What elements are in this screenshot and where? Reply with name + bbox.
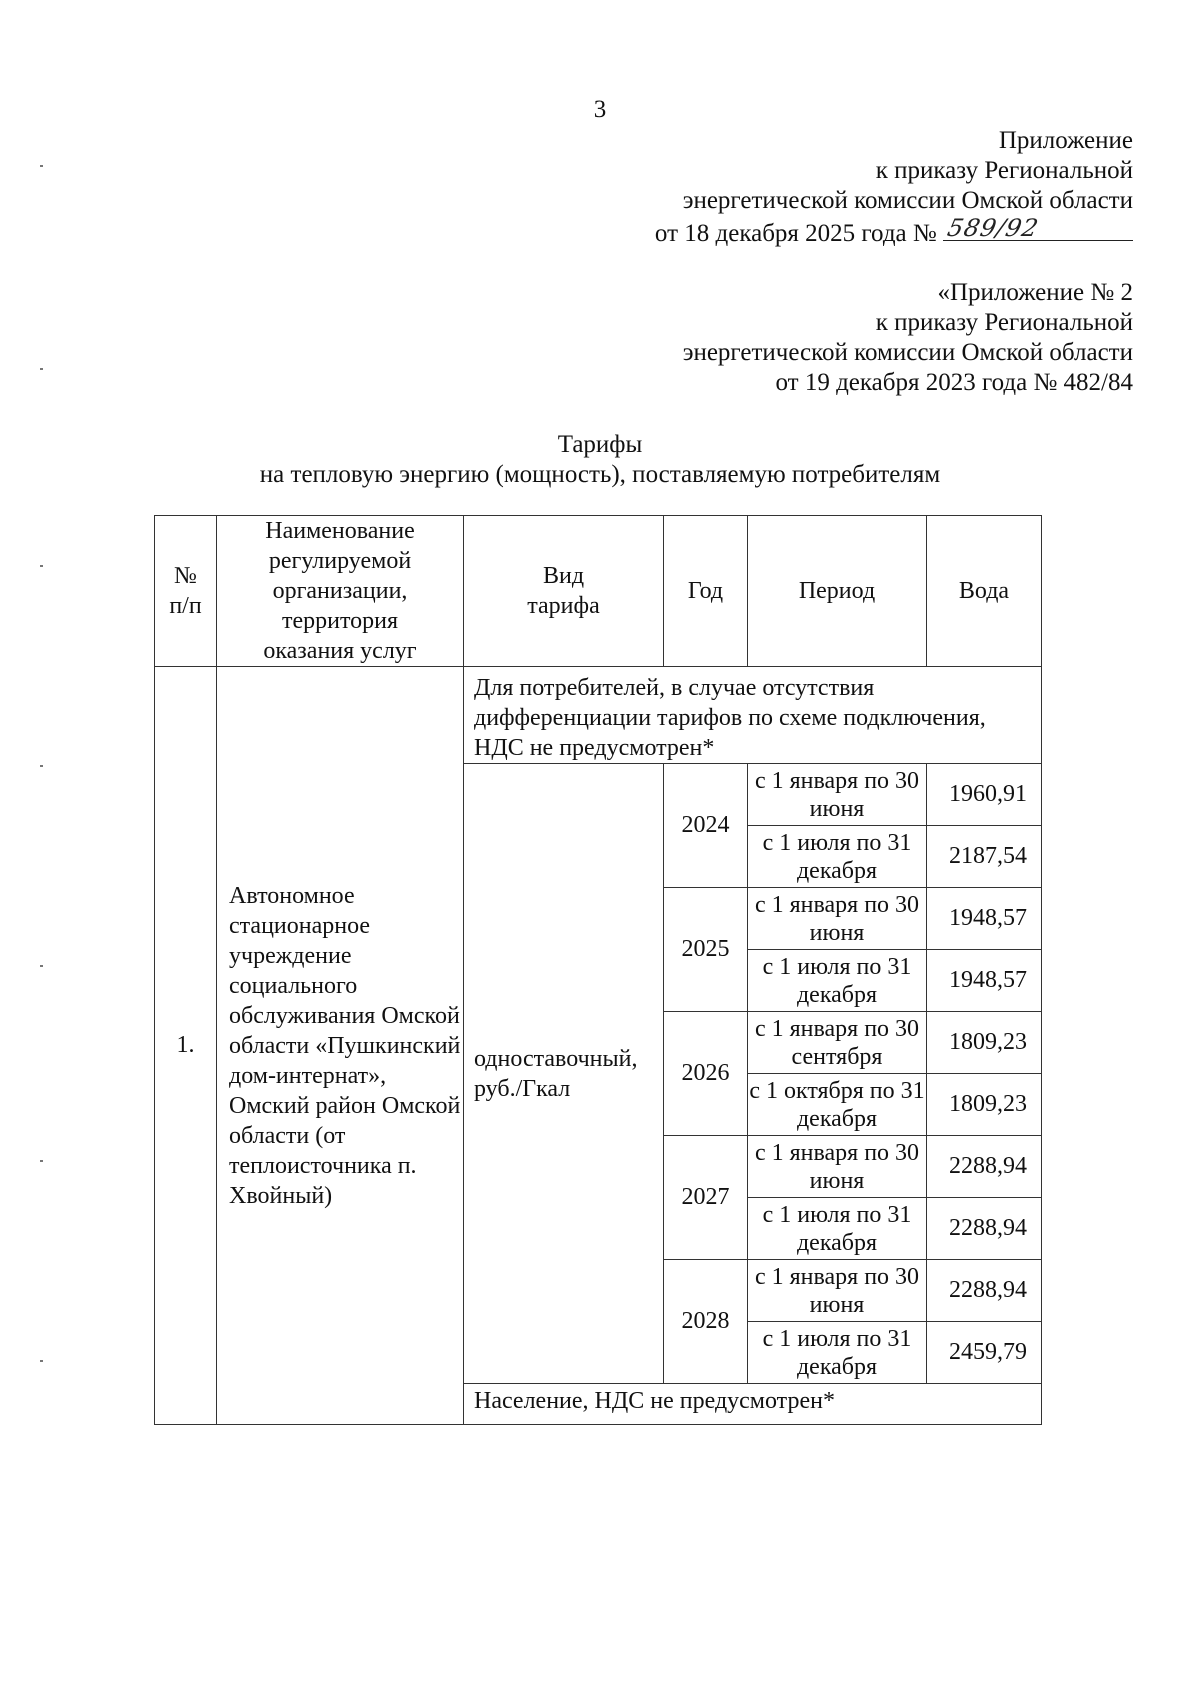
table-row [155, 667, 1042, 764]
appendix-line: к приказу Региональной [875, 157, 1133, 184]
appendix-date-line [655, 216, 1133, 249]
scan-mark [40, 565, 43, 567]
period-cell: с 1 июля по 31 декабря [748, 1198, 927, 1260]
organization-name: Автономное стационарное учреждение социального обслуживания Омской области «Пушкинский дом-интернат», Омский район Омской области (от теплоисточника п. Хвойный) [217, 667, 464, 1425]
appendix-header [655, 126, 1133, 249]
period-cell: с 1 января по 30 июня [748, 764, 927, 826]
appendix-line: энергетической комиссии Омской области [682, 187, 1133, 214]
period-cell: с 1 января по 30 сентября [748, 1012, 927, 1074]
amended-line: к приказу Региональной [875, 309, 1133, 336]
appendix-date: от 18 декабря 2025 года № [654, 220, 937, 247]
water-value: 2459,79 [927, 1322, 1042, 1384]
period-cell: с 1 июля по 31 декабря [748, 950, 927, 1012]
scan-mark [40, 165, 43, 167]
scan-mark [40, 965, 43, 967]
scan-mark [40, 765, 43, 767]
water-value: 2288,94 [927, 1260, 1042, 1322]
table-header-row [155, 516, 1042, 667]
period-cell: с 1 января по 30 июня [748, 888, 927, 950]
water-value: 2187,54 [927, 826, 1042, 888]
period-cell: с 1 января по 30 июня [748, 1260, 927, 1322]
section-consumers: Для потребителей, в случае отсутствия дифференциации тарифов по схеме подключения, НДС не предусмотрен* [464, 667, 1042, 764]
handwritten-order-number: 589/92 [945, 214, 1042, 242]
header-tariff-type: Вид тарифа [464, 516, 664, 667]
year-cell: 2026 [664, 1012, 748, 1136]
scan-mark [40, 1160, 43, 1162]
header-organization: Наименование регулируемой организации, территория оказания услуг [217, 516, 464, 667]
amended-line: «Приложение № 2 [937, 279, 1133, 306]
water-value: 1948,57 [927, 888, 1042, 950]
period-cell: с 1 января по 30 июня [748, 1136, 927, 1198]
scan-mark [40, 368, 43, 370]
water-value: 2288,94 [927, 1198, 1042, 1260]
header-period: Период [748, 516, 927, 667]
water-value: 1809,23 [927, 1012, 1042, 1074]
title-line-2: на тепловую энергию (мощность), поставляемую потребителям [259, 461, 941, 488]
water-value: 2288,94 [927, 1136, 1042, 1198]
tariff-type: одноставочный, руб./Гкал [464, 764, 664, 1384]
year-cell: 2027 [664, 1136, 748, 1260]
page-number: 3 [593, 96, 607, 123]
document-title [0, 430, 1200, 490]
amended-line: энергетической комиссии Омской области [682, 339, 1133, 366]
row-number: 1. [155, 667, 217, 1425]
order-number-field [943, 216, 1133, 241]
scan-mark [40, 1360, 43, 1362]
header-year: Год [664, 516, 748, 667]
appendix-line: Приложение [998, 127, 1133, 154]
year-cell: 2028 [664, 1260, 748, 1384]
title-line-1: Тарифы [557, 431, 643, 458]
water-value: 1960,91 [927, 764, 1042, 826]
water-value: 1948,57 [927, 950, 1042, 1012]
period-cell: с 1 июля по 31 декабря [748, 826, 927, 888]
header-water: Вода [927, 516, 1042, 667]
period-cell: с 1 июля по 31 декабря [748, 1322, 927, 1384]
amended-line: от 19 декабря 2023 года № 482/84 [775, 369, 1133, 396]
period-cell: с 1 октября по 31 декабря [748, 1074, 927, 1136]
year-cell: 2025 [664, 888, 748, 1012]
tariffs-table [154, 515, 1042, 1425]
year-cell: 2024 [664, 764, 748, 888]
water-value: 1809,23 [927, 1074, 1042, 1136]
header-num: № п/п [155, 516, 217, 667]
amended-appendix-header [683, 278, 1133, 398]
section-population: Население, НДС не предусмотрен* [464, 1384, 1042, 1425]
